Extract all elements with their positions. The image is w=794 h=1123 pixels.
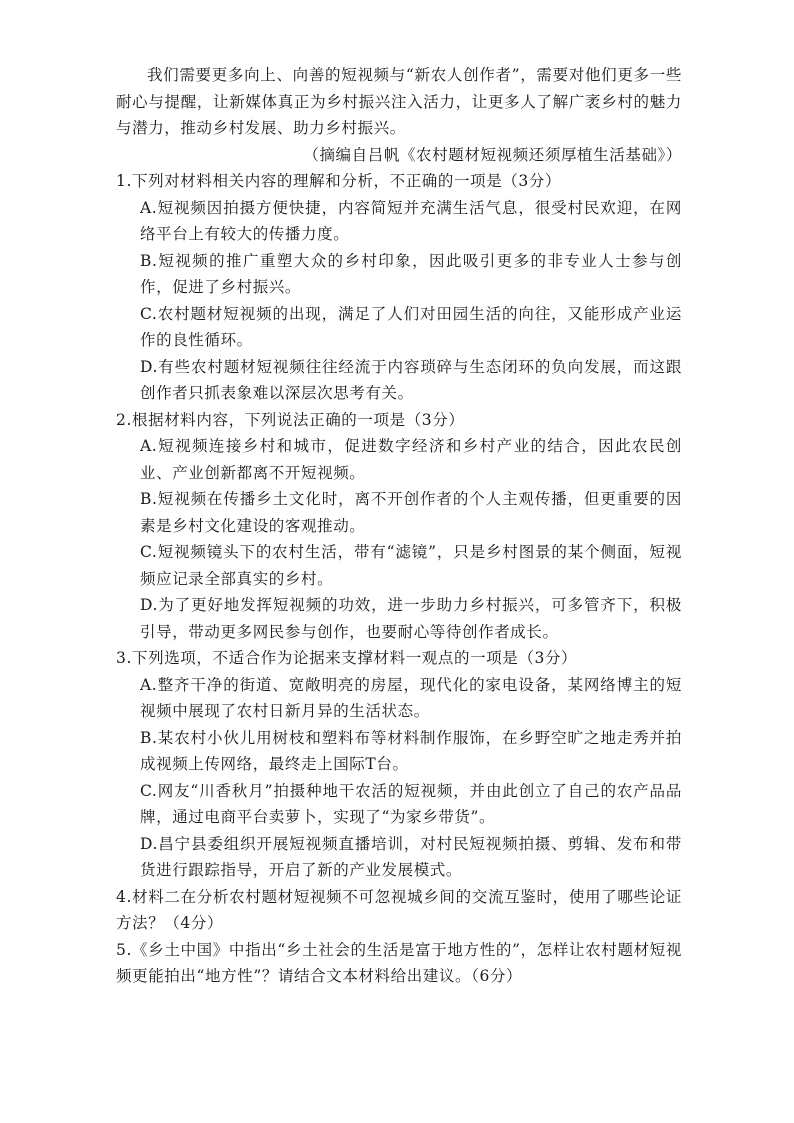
option-a: A.短视频连接乡村和城市，促进数字经济和乡村产业的结合，因此农民创业、产业创新都离不开短视频。 bbox=[140, 437, 682, 482]
option-b: B.短视频的推广重塑大众的乡村印象，因此吸引更多的非专业人士参与创作，促进了乡村振兴。 bbox=[140, 251, 682, 296]
option-d: D.为了更好地发挥短视频的功效，进一步助力乡村振兴，可多管齐下，积极引导，带动更多网民参与创作，也要耐心等待创作者成长。 bbox=[140, 596, 682, 641]
source-citation: （摘编自吕帆《农村题材短视频还须厚植生活基础》） bbox=[303, 145, 682, 164]
option-list bbox=[116, 433, 682, 645]
question-3 bbox=[116, 645, 682, 884]
question-2 bbox=[116, 407, 682, 646]
intro-paragraph: 我们需要更多向上、向善的短视频与“新农人创作者”，需要对他们更多一些耐心与提醒，让新媒体真正为乡村振兴注入活力，让更多人了解广袤乡村的魅力与潜力，推动乡村发展、助力乡村振兴。 bbox=[116, 66, 682, 137]
option-a: A.整齐干净的街道、宽敞明亮的房屋，现代化的家电设备，某网络博主的短视频中展现了农村日新月异的生活状态。 bbox=[140, 675, 682, 720]
option-list bbox=[116, 195, 682, 407]
question-stem: 2.根据材料内容，下列说法正确的一项是（3分） bbox=[116, 410, 465, 429]
exam-page bbox=[116, 62, 682, 990]
option-c: C.短视频镜头下的农村生活，带有“滤镜”，只是乡村图景的某个侧面，短视频应记录全部真实的乡村。 bbox=[140, 543, 682, 588]
option-c: C.农村题材短视频的出现，满足了人们对田园生活的向往，又能形成产业运作的良性循环。 bbox=[140, 304, 682, 349]
option-c: C.网友“川香秋月”拍摄种地干农活的短视频，并由此创立了自己的农产品品牌，通过电商平台卖萝卜，实现了“为家乡带货”。 bbox=[140, 781, 682, 826]
question-5 bbox=[116, 937, 682, 990]
option-d: D.昌宁县委组织开展短视频直播培训，对村民短视频拍摄、剪辑、发布和带货进行跟踪指导，开启了新的产业发展模式。 bbox=[140, 834, 682, 879]
question-stem: 5.《乡土中国》中指出“乡土社会的生活是富于地方性的”，怎样让农村题材短视频更能拍出“地方性”？请结合文本材料给出建议。（6分） bbox=[116, 940, 682, 985]
question-stem: 4.材料二在分析农村题材短视频不可忽视城乡间的交流互鉴时，使用了哪些论证方法？（4分） bbox=[116, 887, 682, 932]
question-1 bbox=[116, 168, 682, 407]
option-b: B.某农村小伙儿用树枝和塑料布等材料制作服饰，在乡野空旷之地走秀并拍成视频上传网络，最终走上国际T台。 bbox=[140, 728, 682, 773]
question-4 bbox=[116, 884, 682, 937]
option-list bbox=[116, 672, 682, 884]
option-d: D.有些农村题材短视频往往经流于内容琐碎与生态闭环的负向发展，而这跟创作者只抓表象难以深层次思考有关。 bbox=[140, 357, 682, 402]
question-stem: 3.下列选项，不适合作为论据来支撑材料一观点的一项是（3分） bbox=[116, 649, 578, 667]
option-a: A.短视频因拍摄方便快捷，内容简短并充满生活气息，很受村民欢迎，在网络平台上有较大的传播力度。 bbox=[140, 198, 682, 243]
option-b: B.短视频在传播乡土文化时，离不开创作者的个人主观传播，但更重要的因素是乡村文化建设的客观推动。 bbox=[140, 490, 682, 535]
question-stem: 1.下列对材料相关内容的理解和分析，不正确的一项是（3分） bbox=[116, 172, 562, 190]
